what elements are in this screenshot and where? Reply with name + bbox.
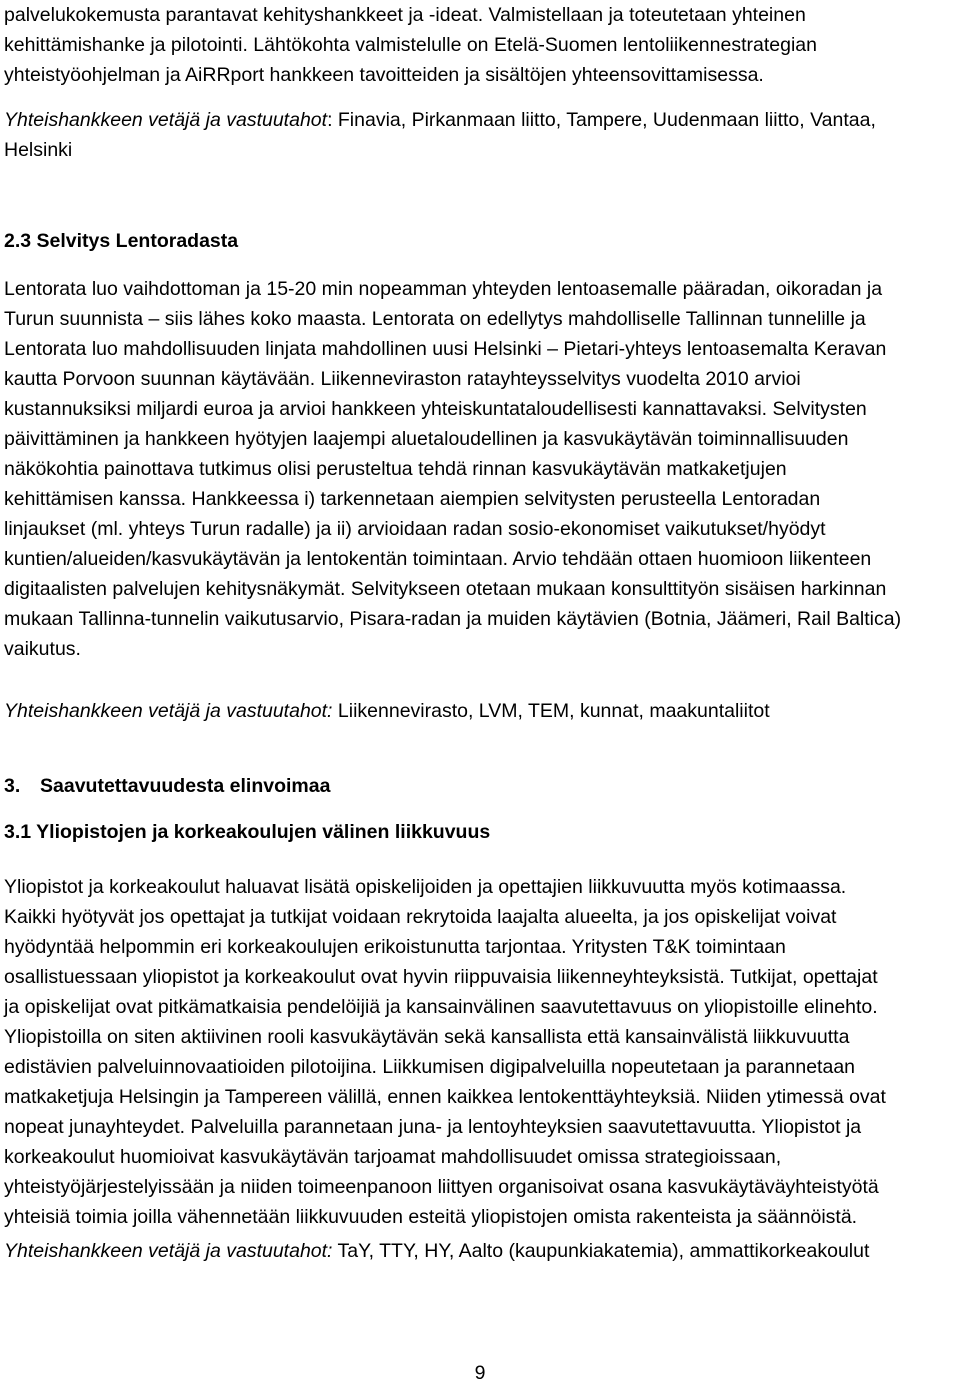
- intro-line: kehittämishanke ja pilotointi. Lähtökohta valmistelulle on Etelä-Suomen lentoliikennestrategian: [4, 34, 817, 56]
- paragraph-line: yhteistyöjärjestelyissään ja niiden toimeenpanoon liittyen organisoivat osana kasvukäytäväyhteistyötä: [4, 1176, 879, 1198]
- paragraph-line: Turun suunnista – siis lähes koko maasta. Lentorata on edellytys mahdolliselle Tallinnan tunnelille ja: [4, 308, 866, 330]
- credit-line: Helsinki: [4, 139, 73, 161]
- paragraph-line: kautta Porvoon suunnan käytävään. Liikenneviraston ratayhteysselvitys vuodelta 2010 arvioi: [4, 368, 801, 390]
- paragraph-line: yhteisiä toimia joilla vähennetään liikkuvuuden esteitä yliopistojen omista rakenteista ja säännöistä.: [4, 1206, 858, 1228]
- credit-label: Yhteishankkeen vetäjä ja vastuutahot:: [4, 1240, 333, 1262]
- paragraph-line: Lentorata luo mahdollisuuden linjata mahdollinen uusi Helsinki – Pietari-yhteys lentoasemalta Keravan: [4, 338, 887, 360]
- section-title: Saavutettavuudesta elinvoimaa: [40, 775, 331, 797]
- section-heading-2-3: 2.3 Selvitys Lentoradasta: [4, 230, 239, 252]
- paragraph-line: matkaketjuja Helsingin ja Tampereen välillä, ennen kaikkea lentokenttäyhteyksiä. Niiden ytimessä ovat: [4, 1086, 886, 1108]
- paragraph-line: nopeat junayhteydet. Palveluilla parannetaan juna- ja lentoyhteyksien saavutettavuutta. Yliopistot ja: [4, 1116, 862, 1138]
- credit-text: TaY, TTY, HY, Aalto (kaupunkiakatemia), ammattikorkeakoulut: [332, 1240, 870, 1262]
- paragraph-line: Yliopistot ja korkeakoulut haluavat lisätä opiskelijoiden ja opettajien liikkuvuutta myös kotimaassa.: [4, 876, 847, 898]
- paragraph-line: mukaan Tallinna-tunnelin vaikutusarvio, Pisara-radan ja muiden käytävien (Botnia, Jäämeri, Rail Baltica): [4, 608, 902, 630]
- credit-line: [4, 696, 770, 726]
- paragraph-line: Lentorata luo vaihdottoman ja 15-20 min nopeamman yhteyden lentoasemalle pääradan, oikoradan ja: [4, 278, 883, 300]
- paragraph-line: ja opiskelijat ovat pitkämatkaisia pendelöijiä ja kansainvälinen saavutettavuus on yliopistoille elinehto.: [4, 996, 878, 1018]
- paragraph-line: vaikutus.: [4, 638, 81, 660]
- responsible-parties-1: [4, 105, 876, 165]
- credit-text: : Finavia, Pirkanmaan liitto, Tampere, Uudenmaan liitto, Vantaa,: [327, 109, 876, 131]
- credit-label: Yhteishankkeen vetäjä ja vastuutahot: [4, 109, 328, 131]
- section-heading-3: [4, 771, 330, 801]
- page-number: 9: [474, 1362, 486, 1384]
- credit-text: Liikennevirasto, LVM, TEM, kunnat, maakuntaliitot: [332, 700, 770, 722]
- paragraph-line: näkökohtia painottava tutkimus olisi perusteltua tehdä rinnan kasvukäytävän matkaketjujen: [4, 458, 787, 480]
- paragraph-line: Yliopistoilla on siten aktiivinen rooli kasvukäytävän sekä kansallista että kansainvälistä liikkuvuutta: [4, 1026, 850, 1048]
- paragraph-line: kuntien/alueiden/kasvukäytävän ja lentokentän toimintaan. Arvio tehdään ottaen huomioon liikenteen: [4, 548, 872, 570]
- section-3-1-paragraph: [4, 872, 886, 1232]
- responsible-parties-2: [4, 696, 770, 726]
- paragraph-line: hyödyntää helpommin eri korkeakoulujen erikoistunutta tarjontaa. Yritysten T&K toimintaan: [4, 936, 786, 958]
- credit-line: [4, 1236, 869, 1266]
- paragraph-line: kehittämisen kanssa. Hankkeessa i) tarkennetaan aiempien selvitysten perusteella Lentoradan: [4, 488, 821, 510]
- paragraph-line: kustannuksiksi miljardi euroa ja arvioi hankkeen yhteiskuntataloudellisesti kannattavaksi. Selvitysten: [4, 398, 867, 420]
- credit-line: [4, 105, 876, 135]
- intro-paragraph: [4, 0, 817, 90]
- section-number: 3.: [4, 775, 21, 797]
- paragraph-line: päivittäminen ja hankkeen hyötyjen laajempi aluetaloudellinen ja kasvukäytävän toiminnallisuuden: [4, 428, 849, 450]
- intro-line: yhteistyöohjelman ja AiRRport hankkeen tavoitteiden ja sisältöjen yhteensovittamisessa.: [4, 64, 764, 86]
- paragraph-line: linjaukset (ml. yhteys Turun radalle) ja ii) arvioidaan radan sosio-ekonomiset vaikutukset/hyödyt: [4, 518, 826, 540]
- credit-label: Yhteishankkeen vetäjä ja vastuutahot:: [4, 700, 333, 722]
- paragraph-line: digitaalisten palvelujen kehitysnäkymät. Selvitykseen otetaan mukaan konsulttityön sisäisen harkinnan: [4, 578, 887, 600]
- paragraph-line: edistävien palveluinnovaatioiden pilotoijina. Liikkumisen digipalveluilla nopeutetaan ja parannetaan: [4, 1056, 856, 1078]
- responsible-parties-3: [4, 1236, 869, 1266]
- paragraph-line: Kaikki hyötyvät jos opettajat ja tutkijat voidaan rekrytoida laajalta alueelta, ja jos opiskelijat voivat: [4, 906, 837, 928]
- paragraph-line: osallistuessaan yliopistot ja korkeakoulut ovat hyvin riippuvaisia liikenneyhteyksistä. Tutkijat, opettajat: [4, 966, 878, 988]
- section-2-3-paragraph: [4, 274, 901, 664]
- intro-line: palvelukokemusta parantavat kehityshankkeet ja -ideat. Valmistellaan ja toteutetaan yhteinen: [4, 4, 806, 26]
- section-heading-3-1: 3.1 Yliopistojen ja korkeakoulujen välinen liikkuvuus: [4, 821, 491, 843]
- paragraph-line: korkeakoulut huomioivat kasvukäytävän tarjoamat mahdollisuudet omissa strategioissaan,: [4, 1146, 782, 1168]
